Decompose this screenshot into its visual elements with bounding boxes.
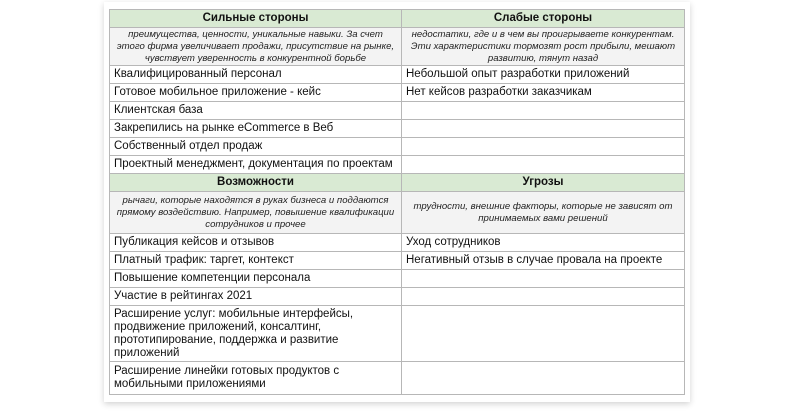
opportunities-header[interactable]: Возможности xyxy=(110,174,402,192)
description-row-bottom xyxy=(110,192,685,234)
swot-table xyxy=(109,9,685,395)
threats-description[interactable]: трудности, внешние факторы, которые не зависят от принимаемых вами решений xyxy=(402,192,685,234)
weakness-cell-empty[interactable] xyxy=(402,120,685,138)
description-row-top xyxy=(110,28,685,66)
weaknesses-header[interactable]: Слабые стороны xyxy=(402,10,685,28)
threats-header[interactable]: Угрозы xyxy=(402,174,685,192)
table-row xyxy=(110,252,685,270)
strength-cell[interactable]: Клиентская база xyxy=(110,102,402,120)
strength-cell[interactable]: Квалифицированный персонал xyxy=(110,66,402,84)
opportunity-cell[interactable]: Публикация кейсов и отзывов xyxy=(110,234,402,252)
strengths-header[interactable]: Сильные стороны xyxy=(110,10,402,28)
table-row xyxy=(110,234,685,252)
weakness-cell[interactable]: Небольшой опыт разработки приложений xyxy=(402,66,685,84)
threat-cell-empty[interactable] xyxy=(402,362,685,395)
opportunity-cell[interactable]: Платный трафик: таргет, контекст xyxy=(110,252,402,270)
weakness-cell[interactable]: Нет кейсов разработки заказчикам xyxy=(402,84,685,102)
strength-cell[interactable]: Готовое мобильное приложение - кейс xyxy=(110,84,402,102)
table-row xyxy=(110,66,685,84)
opportunity-cell[interactable]: Повышение компетенции персонала xyxy=(110,270,402,288)
opportunity-cell[interactable]: Расширение линейки готовых продуктов с мобильными приложениями xyxy=(110,362,402,395)
opportunity-cell[interactable]: Расширение услуг: мобильные интерфейсы, продвижение приложений, консалтинг, прототипирование, поддержка и развитие приложений xyxy=(110,306,402,362)
table-row xyxy=(110,156,685,174)
weaknesses-description[interactable]: недостатки, где и в чем вы проигрываете конкурентам. Эти характеристики тормозят рост прибыли, мешают развитию, тянут назад xyxy=(402,28,685,66)
opportunity-cell[interactable]: Участие в рейтингах 2021 xyxy=(110,288,402,306)
table-row xyxy=(110,84,685,102)
table-row xyxy=(110,288,685,306)
strength-cell[interactable]: Собственный отдел продаж xyxy=(110,138,402,156)
strength-cell[interactable]: Закрепились на рынке eCommerce в Веб xyxy=(110,120,402,138)
table-row xyxy=(110,306,685,362)
table-row xyxy=(110,138,685,156)
table-row xyxy=(110,102,685,120)
strengths-description[interactable]: преимущества, ценности, уникальные навыки. За счет этого фирма увеличивает продажи, присутствие на рынке, чувствует уверенность в конкурентной борьбе xyxy=(110,28,402,66)
table-row xyxy=(110,270,685,288)
threat-cell-empty[interactable] xyxy=(402,270,685,288)
threat-cell[interactable]: Негативный отзыв в случае провала на проекте xyxy=(402,252,685,270)
table-row xyxy=(110,362,685,395)
header-row-top xyxy=(110,10,685,28)
threat-cell[interactable]: Уход сотрудников xyxy=(402,234,685,252)
table-row xyxy=(110,120,685,138)
weakness-cell-empty[interactable] xyxy=(402,138,685,156)
weakness-cell-empty[interactable] xyxy=(402,156,685,174)
opportunities-description[interactable]: рычаги, которые находятся в руках бизнеса и поддаются прямому воздействию. Например, повышение квалификации сотрудников и прочее xyxy=(110,192,402,234)
header-row-bottom xyxy=(110,174,685,192)
threat-cell-empty[interactable] xyxy=(402,306,685,362)
threat-cell-empty[interactable] xyxy=(402,288,685,306)
strength-cell[interactable]: Проектный менеджмент, документация по проектам xyxy=(110,156,402,174)
weakness-cell-empty[interactable] xyxy=(402,102,685,120)
